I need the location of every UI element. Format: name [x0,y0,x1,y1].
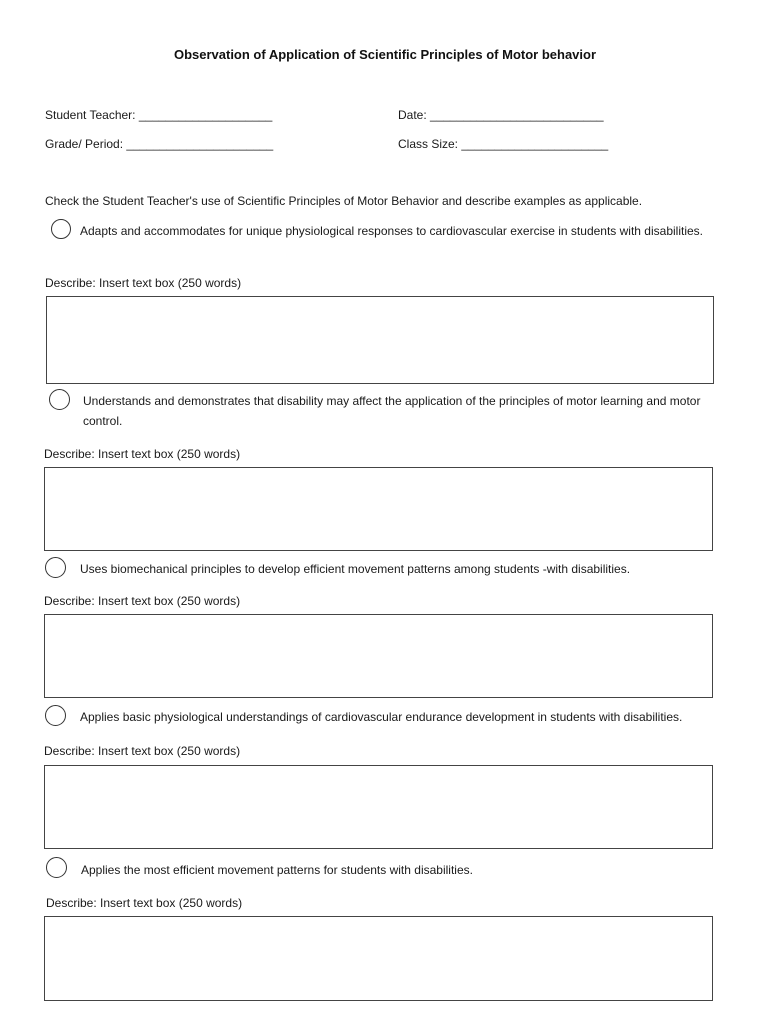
class-size-label: Class Size: [398,137,459,151]
date-field[interactable] [398,108,604,122]
grade-period-blank[interactable]: ______________________ [126,137,274,151]
item-1-radio[interactable] [51,219,71,239]
grade-period-field[interactable] [45,137,273,151]
item-3-radio[interactable] [45,557,66,578]
item-5-radio[interactable] [46,857,67,878]
student-teacher-blank[interactable]: ____________________ [138,108,273,122]
instructions-text: Check the Student Teacher's use of Scientific Principles of Motor Behavior and describe examples as applicable. [45,194,643,208]
item-4-description-box[interactable] [44,765,713,849]
item-1-text: Adapts and accommodates for unique physiological responses to cardiovascular exercise in students with disabilities. [80,224,703,238]
item-3-describe-label: Describe: Insert text box (250 words) [44,594,241,608]
student-teacher-field[interactable] [45,108,272,122]
item-2-text: Understands and demonstrates that disability may affect the application of the principles of motor learning and motor control. [83,394,701,428]
item-2-radio[interactable] [49,389,70,410]
item-4-describe-label: Describe: Insert text box (250 words) [44,744,241,758]
student-teacher-label: Student Teacher: [45,108,136,122]
item-4-radio[interactable] [45,705,66,726]
item-3-description-box[interactable] [44,614,713,698]
item-5-text: Applies the most efficient movement patterns for students with disabilities. [81,863,473,877]
class-size-field[interactable] [398,137,608,151]
grade-period-label: Grade/ Period: [45,137,124,151]
item-5-description-box[interactable] [44,916,713,1001]
date-label: Date: [398,108,427,122]
item-1-describe-label: Describe: Insert text box (250 words) [45,276,242,290]
item-3-text: Uses biomechanical principles to develop efficient movement patterns among students -with disabilities. [80,562,631,576]
date-blank[interactable]: __________________________ [430,108,604,122]
class-size-blank[interactable]: ______________________ [461,137,609,151]
item-2-describe-label: Describe: Insert text box (250 words) [44,447,241,461]
item-5-describe-label: Describe: Insert text box (250 words) [46,896,243,910]
item-1-description-box[interactable] [46,296,714,384]
item-4-text: Applies basic physiological understandings of cardiovascular endurance development in students with disabilities. [80,710,683,724]
item-2-description-box[interactable] [44,467,713,551]
form-title: Observation of Application of Scientific Principles of Motor behavior [173,47,597,62]
